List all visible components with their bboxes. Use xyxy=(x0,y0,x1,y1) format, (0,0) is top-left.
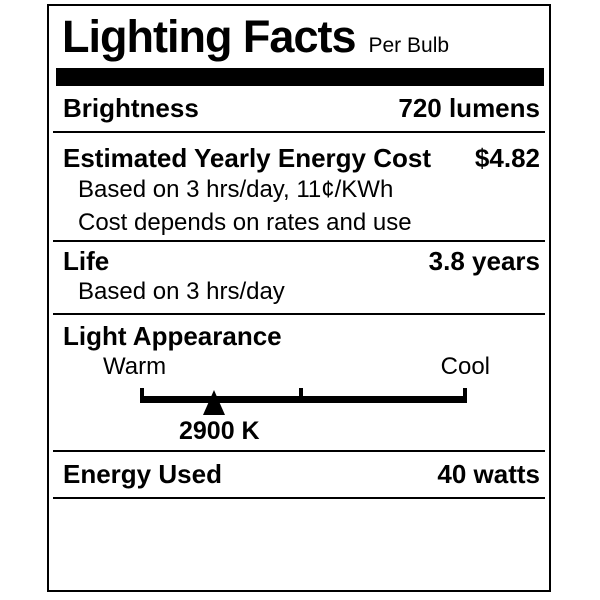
life-note-basis: Based on 3 hrs/day xyxy=(78,278,285,305)
energy-cost-note-basis: Based on 3 hrs/day, 11¢/KWh xyxy=(78,176,394,203)
energy-used-row xyxy=(49,452,549,497)
label-header xyxy=(49,6,549,68)
energy-cost-value: $4.82 xyxy=(474,143,540,173)
life-row xyxy=(49,246,549,276)
energy-cost-label: Estimated Yearly Energy Cost xyxy=(63,143,432,173)
label-subtitle: Per Bulb xyxy=(368,34,450,57)
label-title: Lighting Facts xyxy=(62,11,356,62)
life-value: 3.8 years xyxy=(428,246,540,276)
brightness-value: 720 lumens xyxy=(398,93,540,123)
energy-cost-note-disclaimer: Cost depends on rates and use xyxy=(78,209,412,236)
header-separator-bar xyxy=(56,68,544,86)
light-appearance-label: Light Appearance xyxy=(63,321,282,351)
color-temperature-value: 2900 K xyxy=(179,417,260,445)
energy-cost-row xyxy=(49,143,549,173)
energy-used-label: Energy Used xyxy=(63,459,222,489)
divider xyxy=(53,497,545,499)
warm-label: Warm xyxy=(103,353,167,380)
energy-cost-section xyxy=(49,133,549,240)
life-label: Life xyxy=(63,246,110,276)
brightness-row xyxy=(49,86,549,131)
brightness-label: Brightness xyxy=(63,93,199,123)
energy-used-value: 40 watts xyxy=(437,459,540,489)
light-appearance-section xyxy=(49,315,549,450)
temperature-marker-icon xyxy=(203,390,225,415)
appearance-scale-labels xyxy=(49,351,549,379)
cool-label: Cool xyxy=(440,353,490,380)
scale-marker-lane xyxy=(140,389,467,415)
life-section xyxy=(49,242,549,313)
appearance-scale xyxy=(49,381,549,415)
lighting-facts-label xyxy=(47,4,551,592)
